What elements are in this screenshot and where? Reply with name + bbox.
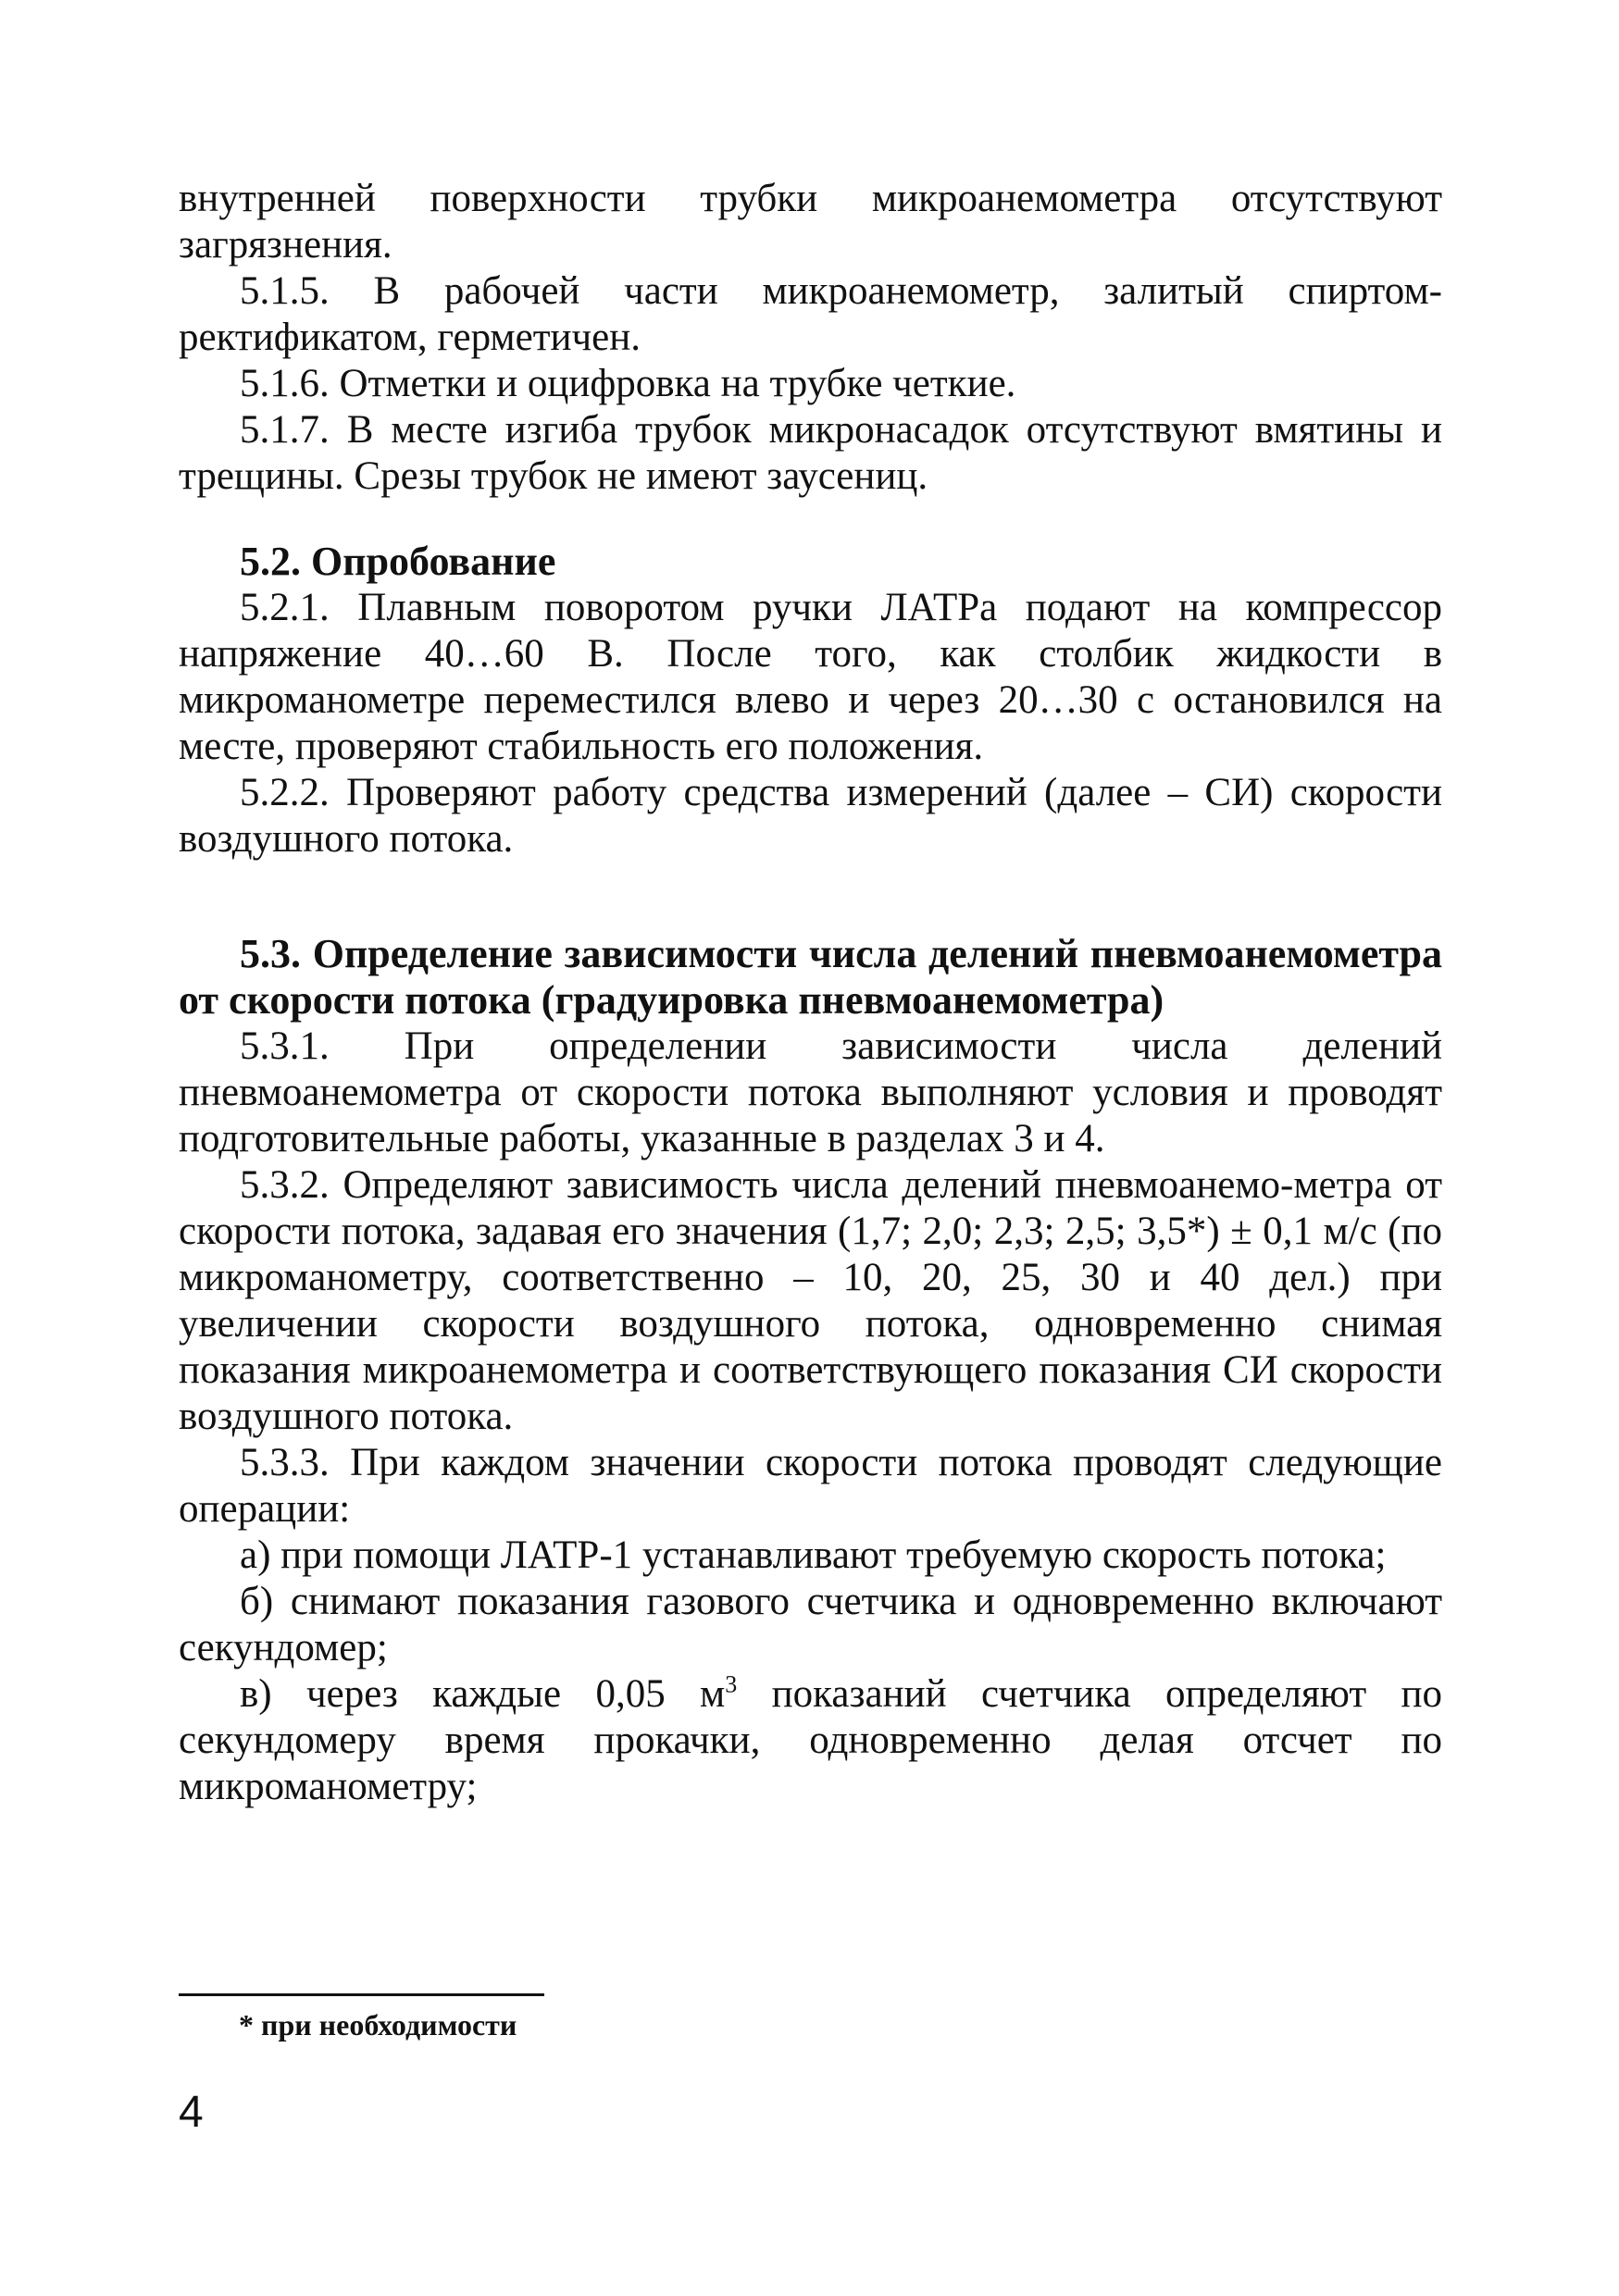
list-item-v-text-start: в) через каждые 0,05 м — [240, 1672, 726, 1716]
section-gap — [179, 863, 1442, 931]
section-gap — [179, 500, 1442, 539]
paragraph-5-3-3: 5.3.3. При каждом значении скорости потока проводят следующие операции: — [179, 1441, 1442, 1531]
cubic-superscript: 3 — [725, 1670, 738, 1698]
list-item-v-text-end: показаний счетчика определяют по секундомеру время прокачки, одновременно делая отсчет по микроманометру; — [179, 1672, 1442, 1808]
paragraph-5-2-1: 5.2.1. Плавным поворотом ручки ЛАТРа подают на компрессор напряжение 40…60 В. После того, как столбик жидкости в микроманометре переместился влево и через 20…30 с остановился на месте, проверяют стабильность его положения. — [179, 586, 1442, 768]
paragraph-5-1-5: 5.1.5. В рабочей части микроанемометр, залитый спиртом-ректификатом, герметичен. — [179, 269, 1442, 359]
page-number: 4 — [179, 2088, 204, 2137]
paragraph-continuation: внутренней поверхности трубки микроанемометра отсутствуют загрязнения. — [179, 177, 1442, 267]
paragraph-5-1-7: 5.1.7. В месте изгиба трубок микронасадок отсутствуют вмятины и трещины. Срезы трубок не имеют заусениц. — [179, 408, 1442, 498]
page-content — [179, 176, 1442, 1810]
paragraph-5-3-1: 5.3.1. При определении зависимости числа делений пневмоанемометра от скорости потока выполняют условия и проводят подготовительные работы, указанные в разделах 3 и 4. — [179, 1024, 1442, 1160]
section-heading-5-2: 5.2. Опробование — [240, 539, 556, 584]
footnote: * при необходимости — [239, 2008, 517, 2042]
list-item-b: б) снимают показания газового счетчика и одновременно включают секундомер; — [179, 1580, 1442, 1669]
list-item-v — [179, 1671, 1442, 1810]
paragraph-5-3-2: 5.3.2. Определяют зависимость числа делений пневмоанемо-метра от скорости потока, задавая его значения (1,7; 2,0; 2,3; 2,5; 3,5*) ± 0,1 м/с (по микроманометру, соответственно – 10, 20, 25, 30 и 40 дел.) при увеличении скорости воздушного потока, одновременно снимая показания микроанемометра и соответствующего показания СИ скорости воздушного потока. — [179, 1163, 1442, 1438]
list-item-a: а) при помощи ЛАТР-1 устанавливают требуемую скорость потока; — [240, 1533, 1387, 1577]
paragraph-5-2-2: 5.2.2. Проверяют работу средства измерений (далее – СИ) скорости воздушного потока. — [179, 771, 1442, 861]
paragraph-5-1-6: 5.1.6. Отметки и оцифровка на трубке четкие. — [240, 362, 1016, 405]
footnote-divider — [179, 1993, 544, 1996]
section-heading-5-3: 5.3. Определение зависимости числа делений пневмоанемометра от скорости потока (градуировка пневмоанемометра) — [179, 931, 1442, 1023]
